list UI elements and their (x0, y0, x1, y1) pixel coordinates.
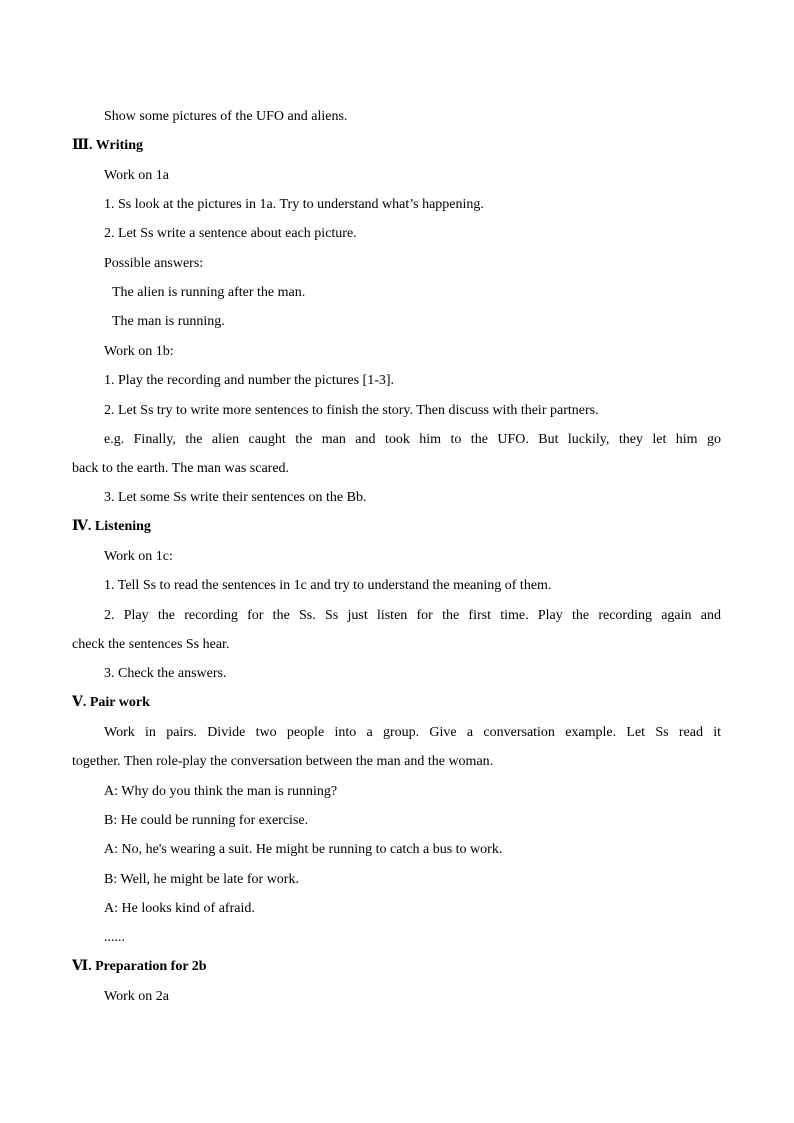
text-line: Work on 1c: (104, 549, 173, 564)
dialogue-line: A: Why do you think the man is running? (104, 784, 338, 799)
text-line: Possible answers: (104, 256, 204, 271)
text-line: The man is running. (112, 314, 225, 329)
section-heading-preparation: Ⅵ. Preparation for 2b (72, 959, 207, 974)
section-heading-writing: Ⅲ. Writing (72, 138, 143, 153)
dialogue-line: A: No, he's wearing a suit. He might be running to catch a bus to work. (104, 842, 503, 857)
text-line: 2. Let Ss try to write more sentences to finish the story. Then discuss with their partners. (104, 403, 599, 418)
text-line: 3. Let some Ss write their sentences on the Bb. (104, 490, 367, 505)
text-line: Show some pictures of the UFO and aliens. (104, 109, 348, 124)
text-line: Work on 1b: (104, 344, 174, 359)
dialogue-line: A: He looks kind of afraid. (104, 901, 255, 916)
text-line: Work on 2a (104, 989, 169, 1004)
ellipsis: ...... (104, 930, 125, 945)
text-line: 2. Let Ss write a sentence about each picture. (104, 226, 357, 241)
text-line: Work in pairs. Divide two people into a group. Give a conversation example. Let Ss read it (104, 725, 721, 740)
text-line: 1. Tell Ss to read the sentences in 1c and try to understand the meaning of them. (104, 578, 552, 593)
text-line: 2. Play the recording for the Ss. Ss just listen for the first time. Play the recording again and (104, 608, 721, 623)
text-line: The alien is running after the man. (112, 285, 306, 300)
text-line: 3. Check the answers. (104, 666, 227, 681)
section-heading-pair-work: Ⅴ. Pair work (72, 695, 150, 710)
section-heading-listening: Ⅳ. Listening (72, 519, 151, 534)
text-line: check the sentences Ss hear. (72, 637, 230, 652)
text-line: Work on 1a (104, 168, 169, 183)
text-line: back to the earth. The man was scared. (72, 461, 290, 476)
text-line: e.g. Finally, the alien caught the man and took him to the UFO. But luckily, they let him go (104, 432, 721, 447)
text-line: together. Then role-play the conversation between the man and the woman. (72, 754, 494, 769)
dialogue-line: B: He could be running for exercise. (104, 813, 309, 828)
text-line: 1. Play the recording and number the pictures [1-3]. (104, 373, 395, 388)
text-line: 1. Ss look at the pictures in 1a. Try to understand what’s happening. (104, 197, 484, 212)
dialogue-line: B: Well, he might be late for work. (104, 872, 299, 887)
